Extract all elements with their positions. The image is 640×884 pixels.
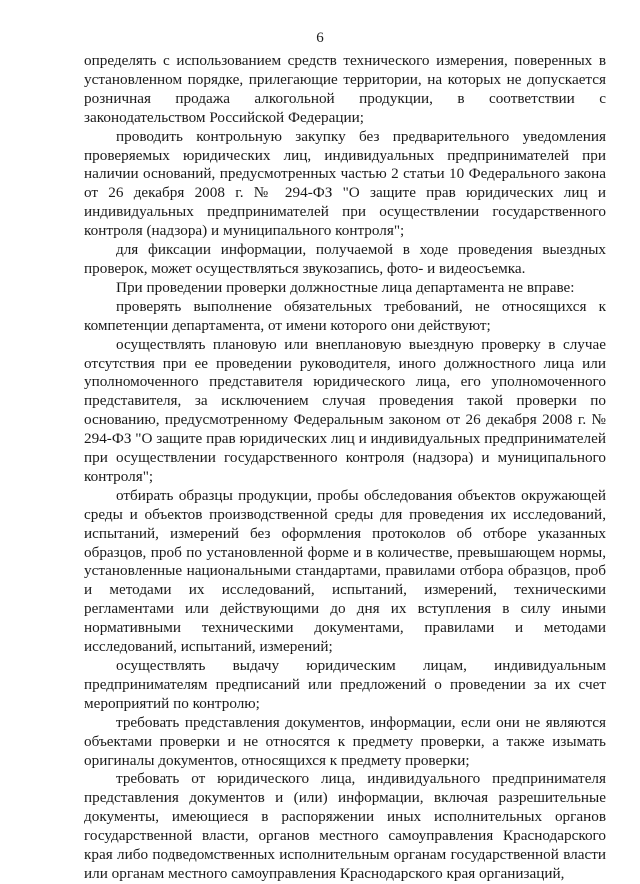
paragraph: При проведении проверки должностные лица департамента не вправе: [116, 278, 575, 296]
document-body [84, 52, 606, 884]
paragraph: осуществлять выдачу юридическим лицам, индивидуальным предпринимателям предписаний или предложений о проведении за их счет мероприятий по контролю; [84, 657, 606, 712]
paragraph: проверять выполнение обязательных требований, не относящихся к компетенции департамента, от имени которого они действуют; [84, 297, 606, 334]
page-number: 6 [316, 30, 324, 46]
paragraph: осуществлять плановую или внеплановую выездную проверку в случае отсутствия при ее проведении руководителя, иного должностного лица или уполномоченного представителя юридического лица, его уполномоченного представителя, за исключением случая проведения такой проверки по основанию, предусмотренному Федеральным законом от 26 декабря 2008 г. № 294-ФЗ "О защите прав юридических лиц и индивидуальных предпринимателей при осуществлении государственного контроля (надзора) и муниципального контроля"; [84, 335, 606, 485]
paragraph: отбирать образцы продукции, пробы обследования объектов окружающей среды и объектов производственной среды для проведения их исследований, испытаний, измерений без оформления протоколов об отборе указанных образцов, проб по установленной форме и в количестве, превышающем нормы, установленные национальными стандартами, правилами отбора образцов, проб и методами их исследований, испытаний, измерений, техническими регламентами или действующими до дня их вступления в силу иными нормативными техническими документами, правилами и методами исследований, испытаний, измерений; [84, 486, 606, 656]
paragraph: определять с использованием средств технического измерения, поверенных в установленном порядке, прилегающие территории, на которых не допускается розничная продажа алкогольной продукции, в соответствии с законодательством Российской Федерации; [84, 52, 606, 126]
paragraph: требовать представления документов, информации, если они не являются объектами проверки и не относятся к предмету проверки, а также изымать оригиналы документов, относящихся к предмету проверки; [84, 713, 606, 769]
paragraph: требовать от юридического лица, индивидуального предпринимателя представления документов и (или) информации, включая разрешительные документы, имеющиеся в распоряжении иных исполнительных органов государственной власти, органов местного самоуправления Краснодарского края либо подведомственных исполнительным органам государственной власти или органам местного самоуправления Краснодарского края организаций, [84, 770, 606, 882]
paragraph: для фиксации информации, получаемой в ходе проведения выездных проверок, может осуществляться звукозапись, фото- и видеосъемка. [84, 241, 606, 277]
paragraph: проводить контрольную закупку без предварительного уведомления проверяемых юридических лиц, индивидуальных предпринимателей при наличии оснований, предусмотренных частью 2 статьи 10 Федерального закона от 26 декабря 2008 г. № 294-ФЗ "О защите прав юридических лиц и индивидуальных предпринимателей при осуществлении государственного контроля (надзора) и муниципального контроля"; [84, 127, 606, 240]
